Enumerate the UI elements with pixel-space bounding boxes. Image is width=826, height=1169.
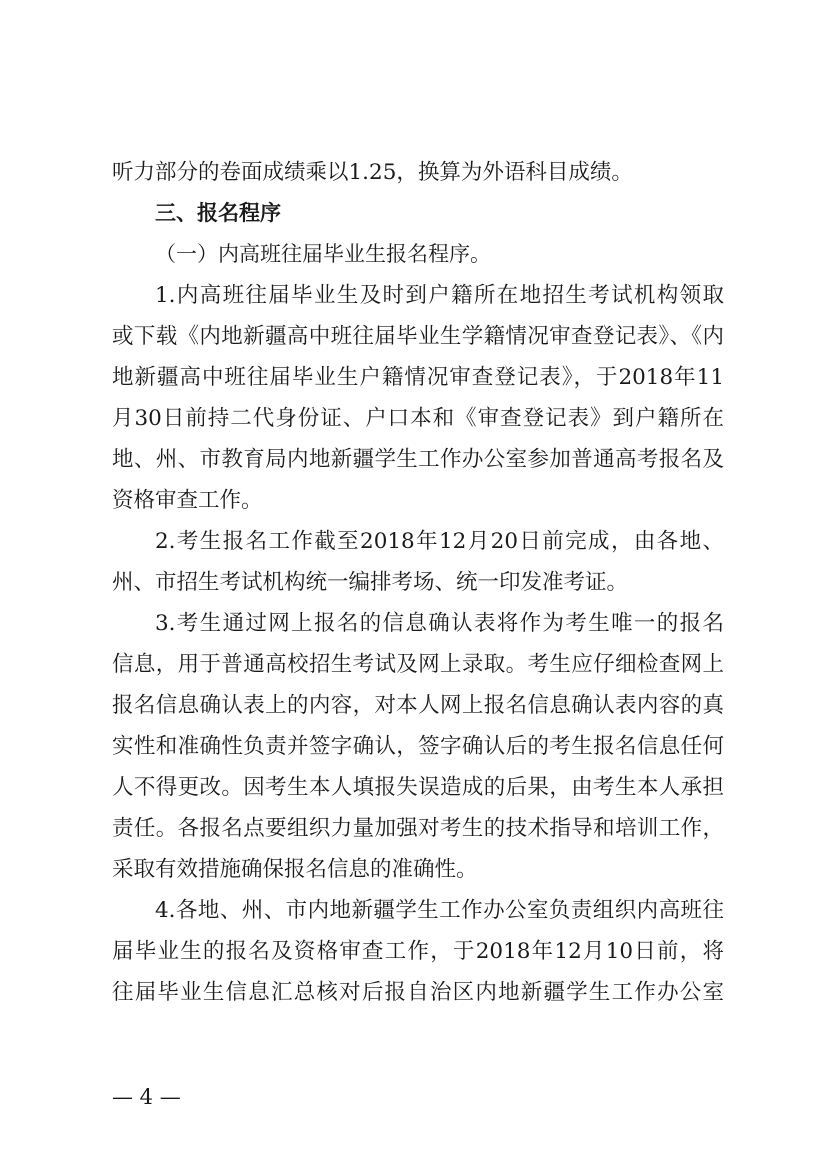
paragraph-line: 3.考生通过网上报名的信息确认表将作为考生唯一的报名 [155,611,724,636]
paragraph-line: 人不得更改。因考生本人填报失误造成的后果，由考生本人承担 [112,775,724,800]
paragraph-line: 或下载《内地新疆高中班往届毕业生学籍情况审查登记表》、《内 [112,324,724,349]
paragraph-line: 月30日前持二代身份证、户口本和《审查登记表》到户籍所在 [112,406,724,431]
document-body [112,152,724,1013]
paragraph-line: 2.考生报名工作截至2018年12月20日前完成，由各地、 [155,529,724,554]
paragraph-line: 信息，用于普通高校招生考试及网上录取。考生应仔细检查网上 [112,652,724,677]
paragraph-line: 采取有效措施确保报名信息的准确性。 [112,857,478,882]
paragraph-line: 州、市招生考试机构统一编排考场、统一印发准考证。 [112,570,629,595]
section-heading: 三、报名程序 [155,201,281,225]
paragraph-line: 报名信息确认表上的内容，对本人网上报名信息确认表内容的真 [112,693,724,718]
paragraph-line: 实性和准确性负责并签字确认，签字确认后的考生报名信息任何 [112,734,724,759]
paragraph-line: 地、州、市教育局内地新疆学生工作办公室参加普通高考报名及 [112,447,724,472]
paragraph-line: 责任。各报名点要组织力量加强对考生的技术指导和培训工作， [112,816,724,841]
paragraph-line: 4.各地、州、市内地新疆学生工作办公室负责组织内高班往 [155,898,724,923]
paragraph-line: 1.内高班往届毕业生及时到户籍所在地招生考试机构领取 [155,283,724,308]
paragraph-line: 资格审查工作。 [112,488,263,513]
paragraph-line: 地新疆高中班往届毕业生户籍情况审查登记表》，于2018年11 [112,365,724,390]
subsection-heading: （一）内高班往届毕业生报名程序。 [155,242,491,266]
page-number: — 4 — [112,1085,181,1109]
paragraph-line: 听力部分的卷面成绩乘以1.25，换算为外语科目成绩。 [112,160,633,185]
paragraph-line: 往届毕业生信息汇总核对后报自治区内地新疆学生工作办公室 [112,980,724,1005]
paragraph-line: 届毕业生的报名及资格审查工作，于2018年12月10日前，将 [112,939,724,964]
